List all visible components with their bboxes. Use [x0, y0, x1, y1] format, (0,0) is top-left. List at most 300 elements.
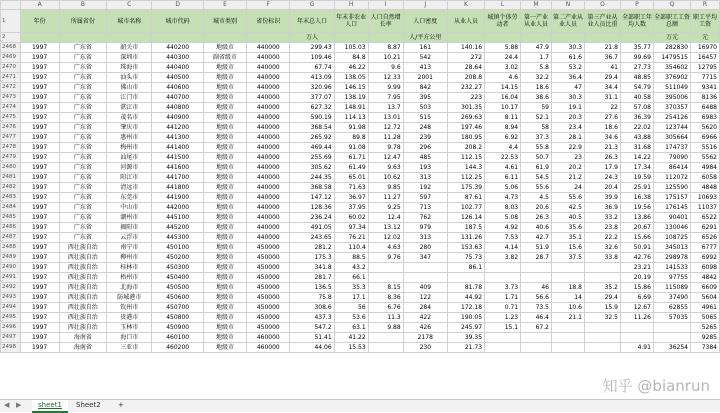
data-cell[interactable]: 55.6	[551, 193, 584, 203]
data-cell[interactable]: 627.32	[290, 103, 334, 113]
header-cell[interactable]: 城市类别	[203, 10, 246, 33]
data-cell[interactable]: 5.06	[485, 183, 521, 193]
data-cell[interactable]: 284	[403, 303, 447, 313]
data-cell[interactable]: 13.12	[368, 223, 403, 233]
data-cell[interactable]: 36.97	[334, 193, 368, 203]
data-cell[interactable]: 地级市	[203, 123, 246, 133]
data-cell[interactable]: 38.6	[521, 93, 552, 103]
unit-cell[interactable]	[203, 33, 246, 43]
data-cell[interactable]: 1997	[20, 243, 59, 253]
data-cell[interactable]: 地级市	[203, 323, 246, 333]
data-cell[interactable]: 67.74	[290, 63, 334, 73]
data-cell[interactable]	[653, 333, 690, 343]
data-cell[interactable]: 56.6	[521, 293, 552, 303]
data-cell[interactable]: 21.1	[551, 313, 584, 323]
row-number[interactable]: 2484	[1, 203, 21, 213]
column-header-l[interactable]: L	[485, 1, 521, 10]
data-cell[interactable]: 503	[403, 103, 447, 113]
data-cell[interactable]: 440000	[247, 163, 290, 173]
row-number[interactable]: 2473	[1, 93, 21, 103]
data-cell[interactable]: 1997	[20, 93, 59, 103]
data-cell[interactable]: 130046	[653, 223, 690, 233]
data-cell[interactable]: 8.36	[368, 293, 403, 303]
data-cell[interactable]: 37.95	[334, 203, 368, 213]
data-cell[interactable]: 12.4	[368, 213, 403, 223]
data-cell[interactable]: 7.95	[368, 93, 403, 103]
data-cell[interactable]: 18.8	[551, 283, 584, 293]
data-cell[interactable]	[403, 273, 447, 283]
data-cell[interactable]: 5604	[691, 293, 720, 303]
data-cell[interactable]: 7.53	[485, 233, 521, 243]
data-cell[interactable]: 广东省	[59, 203, 106, 213]
data-cell[interactable]: 18.6	[521, 83, 552, 93]
data-cell[interactable]: 63.1	[334, 323, 368, 333]
data-cell[interactable]: 17.34	[620, 163, 653, 173]
column-header-j[interactable]: J	[403, 1, 447, 10]
data-cell[interactable]: 1997	[20, 303, 59, 313]
row-number[interactable]: 2498	[1, 343, 21, 353]
data-cell[interactable]: 128.36	[290, 203, 334, 213]
data-cell[interactable]	[551, 273, 584, 283]
data-cell[interactable]: 22	[584, 103, 620, 113]
data-cell[interactable]: 440000	[247, 173, 290, 183]
header-cell[interactable]: 年份	[20, 10, 59, 33]
data-cell[interactable]: 377.07	[290, 93, 334, 103]
row-number[interactable]: 2496	[1, 323, 21, 333]
data-cell[interactable]: 阳江市	[107, 173, 152, 183]
data-cell[interactable]: 东莞市	[107, 193, 152, 203]
data-cell[interactable]: 42.7	[521, 233, 552, 243]
data-cell[interactable]: 89.8	[334, 133, 368, 143]
data-cell[interactable]: 32.6	[584, 243, 620, 253]
row-number[interactable]: 2478	[1, 143, 21, 153]
data-cell[interactable]: 1997	[20, 43, 59, 53]
data-cell[interactable]: 109.46	[290, 53, 334, 63]
data-cell[interactable]: 440000	[247, 123, 290, 133]
column-header-f[interactable]: F	[247, 1, 290, 10]
data-cell[interactable]: 193	[403, 163, 447, 173]
data-cell[interactable]: 27.6	[584, 113, 620, 123]
data-cell[interactable]: 354602	[653, 63, 690, 73]
data-cell[interactable]: 4.61	[485, 163, 521, 173]
unit-cell[interactable]	[551, 33, 584, 43]
data-cell[interactable]: 地级市	[203, 163, 246, 173]
data-cell[interactable]: 24.3	[584, 173, 620, 183]
data-cell[interactable]: 地级市	[203, 263, 246, 273]
data-cell[interactable]: 842	[403, 83, 447, 93]
data-cell[interactable]: 35.6	[551, 223, 584, 233]
data-cell[interactable]: 44.92	[447, 293, 484, 303]
data-cell[interactable]: 8.15	[368, 283, 403, 293]
data-cell[interactable]: 37.3	[521, 133, 552, 143]
data-cell[interactable]: 97755	[653, 273, 690, 283]
column-header-e[interactable]: E	[203, 1, 246, 10]
data-cell[interactable]: 1997	[20, 113, 59, 123]
data-cell[interactable]: 地级市	[203, 153, 246, 163]
data-cell[interactable]: 6983	[691, 113, 720, 123]
data-cell[interactable]: 75.8	[290, 293, 334, 303]
data-cell[interactable]: 87.61	[447, 193, 484, 203]
data-cell[interactable]: 441400	[152, 143, 204, 153]
data-cell[interactable]: 西壮族自治	[59, 243, 106, 253]
data-cell[interactable]: 440200	[152, 43, 204, 53]
data-cell[interactable]: 54.79	[620, 83, 653, 93]
data-cell[interactable]: 地级市	[203, 43, 246, 53]
data-cell[interactable]: 8.87	[368, 43, 403, 53]
data-cell[interactable]: 281.7	[290, 273, 334, 283]
header-cell[interactable]: 职工平均工资	[691, 10, 720, 33]
data-cell[interactable]: 51.41	[290, 333, 334, 343]
data-cell[interactable]: 296	[403, 143, 447, 153]
data-cell[interactable]: 20.3	[551, 113, 584, 123]
header-cell[interactable]: 人口密度	[403, 10, 447, 33]
data-cell[interactable]: 广东省	[59, 43, 106, 53]
data-cell[interactable]: 4984	[691, 163, 720, 173]
data-cell[interactable]: 153.63	[447, 243, 484, 253]
data-cell[interactable]: 贵港市	[107, 313, 152, 323]
column-header-a[interactable]: A	[20, 1, 59, 10]
data-cell[interactable]: 140.16	[447, 43, 484, 53]
data-cell[interactable]: 40.5	[551, 213, 584, 223]
data-cell[interactable]: 1997	[20, 103, 59, 113]
data-cell[interactable]: 4.73	[485, 193, 521, 203]
data-cell[interactable]: 肇庆市	[107, 123, 152, 133]
data-cell[interactable]: 地级市	[203, 183, 246, 193]
data-cell[interactable]: 61.6	[551, 53, 584, 63]
data-cell[interactable]: 298978	[653, 253, 690, 263]
data-cell[interactable]	[551, 263, 584, 273]
data-cell[interactable]: 地级市	[203, 303, 246, 313]
data-cell[interactable]: 1.71	[485, 293, 521, 303]
data-cell[interactable]: 245.97	[447, 323, 484, 333]
column-header-n[interactable]: N	[551, 1, 584, 10]
data-cell[interactable]: 450600	[152, 293, 204, 303]
data-cell[interactable]: 15.53	[334, 343, 368, 353]
data-cell[interactable]: 3.82	[485, 253, 521, 263]
data-cell[interactable]: 江门市	[107, 93, 152, 103]
row-number[interactable]: 2472	[1, 83, 21, 93]
header-cell[interactable]: 第三产业从业人员比重	[584, 10, 620, 33]
data-cell[interactable]: 海口市	[107, 333, 152, 343]
data-cell[interactable]: 66.1	[334, 273, 368, 283]
data-cell[interactable]: 20.6	[521, 203, 552, 213]
data-cell[interactable]: 6522	[691, 213, 720, 223]
data-cell[interactable]: 广东省	[59, 93, 106, 103]
row-number[interactable]: 2470	[1, 63, 21, 73]
data-cell[interactable]: 50.7	[521, 153, 552, 163]
unit-cell[interactable]	[485, 33, 521, 43]
data-cell[interactable]: 梧州市	[107, 273, 152, 283]
data-cell[interactable]: 308.6	[290, 303, 334, 313]
data-cell[interactable]: 地级市	[203, 223, 246, 233]
data-cell[interactable]: 1.23	[485, 313, 521, 323]
data-cell[interactable]: 西壮族自治	[59, 253, 106, 263]
data-cell[interactable]: 440000	[247, 153, 290, 163]
data-cell[interactable]: 29.4	[584, 73, 620, 83]
data-cell[interactable]: 梅州市	[107, 143, 152, 153]
data-cell[interactable]: 佛山市	[107, 83, 152, 93]
data-cell[interactable]: 1997	[20, 183, 59, 193]
unit-cell[interactable]	[620, 33, 653, 43]
data-cell[interactable]: 440000	[247, 43, 290, 53]
data-cell[interactable]: 21.3	[584, 143, 620, 153]
data-cell[interactable]: 460000	[247, 333, 290, 343]
data-cell[interactable]: 西壮族自治	[59, 273, 106, 283]
data-cell[interactable]	[368, 273, 403, 283]
data-cell[interactable]: 37490	[653, 293, 690, 303]
data-cell[interactable]	[368, 343, 403, 353]
data-cell[interactable]: 6526	[691, 233, 720, 243]
data-cell[interactable]: 345013	[653, 243, 690, 253]
data-cell[interactable]: 1997	[20, 263, 59, 273]
data-cell[interactable]: 172.18	[447, 303, 484, 313]
data-cell[interactable]: 460200	[152, 343, 204, 353]
data-cell[interactable]: 12795	[691, 63, 720, 73]
data-cell[interactable]: 19.56	[620, 203, 653, 213]
row-number[interactable]: 2493	[1, 293, 21, 303]
data-cell[interactable]: 5.88	[485, 43, 521, 53]
data-cell[interactable]: 440900	[152, 113, 204, 123]
data-cell[interactable]: 413.09	[290, 73, 334, 83]
data-cell[interactable]	[368, 263, 403, 273]
data-cell[interactable]: 542	[403, 53, 447, 63]
data-cell[interactable]: 1997	[20, 223, 59, 233]
data-cell[interactable]: 979	[403, 223, 447, 233]
data-cell[interactable]: 97.34	[334, 223, 368, 233]
header-cell[interactable]: 从业人员	[447, 10, 484, 33]
header-cell[interactable]: 年末总人口	[290, 10, 334, 33]
data-cell[interactable]: 174737	[653, 143, 690, 153]
data-cell[interactable]: 272	[447, 53, 484, 63]
data-cell[interactable]: 223	[447, 93, 484, 103]
data-cell[interactable]: 4.91	[620, 343, 653, 353]
data-cell[interactable]: 39.35	[447, 333, 484, 343]
unit-cell[interactable]	[247, 33, 290, 43]
data-cell[interactable]: 90401	[653, 213, 690, 223]
data-cell[interactable]: 76.21	[334, 233, 368, 243]
data-cell[interactable]: 56	[334, 303, 368, 313]
data-cell[interactable]: 511049	[653, 83, 690, 93]
data-cell[interactable]: 6.76	[368, 303, 403, 313]
data-cell[interactable]: 1997	[20, 73, 59, 83]
data-cell[interactable]: 115089	[653, 283, 690, 293]
data-cell[interactable]: 54.5	[521, 173, 552, 183]
data-cell[interactable]: 440500	[152, 73, 204, 83]
data-cell[interactable]: 湛江市	[107, 103, 152, 113]
data-cell[interactable]: 1997	[20, 333, 59, 343]
data-cell[interactable]: 9.6	[368, 63, 403, 73]
data-cell[interactable]: 395	[403, 93, 447, 103]
data-cell[interactable]: 广东省	[59, 233, 106, 243]
data-cell[interactable]: 36.39	[620, 113, 653, 123]
data-cell[interactable]: 46.22	[334, 63, 368, 73]
data-cell[interactable]: 5.8	[521, 63, 552, 73]
data-cell[interactable]: 1997	[20, 293, 59, 303]
data-cell[interactable]: 112.25	[447, 173, 484, 183]
header-cell[interactable]: 年末非农业人口	[334, 10, 368, 33]
data-cell[interactable]	[584, 263, 620, 273]
data-cell[interactable]: 30.3	[551, 93, 584, 103]
data-cell[interactable]: 437.3	[290, 313, 334, 323]
data-cell[interactable]: 1997	[20, 53, 59, 63]
row-number[interactable]: 2492	[1, 283, 21, 293]
data-cell[interactable]: 14.22	[620, 153, 653, 163]
data-cell[interactable]: 445200	[152, 223, 204, 233]
data-cell[interactable]: 广东省	[59, 133, 106, 143]
column-header-p[interactable]: P	[620, 1, 653, 10]
data-cell[interactable]: 440400	[152, 63, 204, 73]
data-cell[interactable]: 8.94	[485, 123, 521, 133]
data-cell[interactable]	[485, 263, 521, 273]
data-cell[interactable]: 16457	[691, 53, 720, 63]
data-cell[interactable]: 450000	[247, 303, 290, 313]
data-cell[interactable]: 46	[521, 283, 552, 293]
tab-sheet2[interactable]: Sheet2	[76, 401, 101, 409]
data-cell[interactable]: 81.78	[447, 283, 484, 293]
data-cell[interactable]: 三亚市	[107, 343, 152, 353]
data-cell[interactable]: 广东省	[59, 163, 106, 173]
data-cell[interactable]: 柳州市	[107, 253, 152, 263]
data-cell[interactable]: 254126	[653, 113, 690, 123]
data-cell[interactable]: 239	[403, 133, 447, 143]
data-cell[interactable]: 1997	[20, 143, 59, 153]
unit-cell[interactable]	[20, 33, 59, 43]
data-cell[interactable]: 1997	[20, 203, 59, 213]
data-cell[interactable]: 9285	[691, 333, 720, 343]
data-cell[interactable]: 12.33	[368, 73, 403, 83]
data-cell[interactable]: 450500	[152, 283, 204, 293]
data-cell[interactable]	[584, 343, 620, 353]
data-cell[interactable]	[584, 273, 620, 283]
data-cell[interactable]: 108725	[653, 233, 690, 243]
data-cell[interactable]: 51.9	[521, 243, 552, 253]
data-cell[interactable]: 36254	[653, 343, 690, 353]
data-cell[interactable]: 6.11	[485, 173, 521, 183]
data-cell[interactable]: 422	[403, 313, 447, 323]
column-header-r[interactable]: R	[691, 1, 720, 10]
data-cell[interactable]: 26.3	[521, 213, 552, 223]
data-cell[interactable]: 16970	[691, 43, 720, 53]
data-cell[interactable]: 6.69	[620, 293, 653, 303]
data-cell[interactable]: 59	[521, 103, 552, 113]
data-cell[interactable]: 11037	[691, 203, 720, 213]
data-cell[interactable]: 99.69	[620, 53, 653, 63]
data-cell[interactable]: 21.73	[447, 343, 484, 353]
header-cell[interactable]: 第二产业从业人员	[551, 10, 584, 33]
data-cell[interactable]	[521, 273, 552, 283]
data-cell[interactable]: 1997	[20, 283, 59, 293]
data-cell[interactable]: 36.9	[584, 203, 620, 213]
data-cell[interactable]: 22.53	[485, 153, 521, 163]
data-cell[interactable]: 55.6	[521, 183, 552, 193]
column-header-d[interactable]: D	[152, 1, 204, 10]
data-cell[interactable]: 西壮族自治	[59, 323, 106, 333]
data-cell[interactable]: 84.8	[334, 53, 368, 63]
data-cell[interactable]: 62855	[653, 303, 690, 313]
data-cell[interactable]: 9.63	[368, 163, 403, 173]
data-cell[interactable]: 18.6	[584, 123, 620, 133]
data-cell[interactable]: 地级市	[203, 283, 246, 293]
data-cell[interactable]: 16.04	[485, 93, 521, 103]
data-cell[interactable]: 445300	[152, 233, 204, 243]
data-cell[interactable]: 43.2	[334, 263, 368, 273]
data-cell[interactable]: 地级市	[203, 103, 246, 113]
data-cell[interactable]: 地级市	[203, 133, 246, 143]
data-cell[interactable]: 1997	[20, 83, 59, 93]
data-cell[interactable]	[653, 323, 690, 333]
data-cell[interactable]: 440000	[247, 143, 290, 153]
data-cell[interactable]	[403, 263, 447, 273]
data-cell[interactable]: 6058	[691, 173, 720, 183]
data-cell[interactable]: 114.13	[334, 113, 368, 123]
data-cell[interactable]: 5620	[691, 123, 720, 133]
data-cell[interactable]: 110.4	[334, 243, 368, 253]
data-cell[interactable]: 450000	[247, 313, 290, 323]
data-cell[interactable]: 10.21	[368, 53, 403, 63]
data-cell[interactable]: 47.9	[521, 43, 552, 53]
data-cell[interactable]: 15.86	[620, 283, 653, 293]
data-cell[interactable]: 450200	[152, 253, 204, 263]
data-cell[interactable]: 河源市	[107, 163, 152, 173]
data-cell[interactable]: 惠州市	[107, 133, 152, 143]
data-cell[interactable]: 440000	[247, 233, 290, 243]
data-cell[interactable]: 450100	[152, 243, 204, 253]
data-cell[interactable]: 409	[403, 283, 447, 293]
data-cell[interactable]: 450000	[247, 243, 290, 253]
unit-cell[interactable]: 万人	[290, 33, 334, 43]
data-cell[interactable]: 23.4	[551, 123, 584, 133]
data-cell[interactable]: 347	[403, 253, 447, 263]
header-cell[interactable]: 所属省份	[59, 10, 106, 33]
data-cell[interactable]: 441300	[152, 133, 204, 143]
data-cell[interactable]: 713	[403, 203, 447, 213]
data-cell[interactable]: 15.6	[551, 243, 584, 253]
unit-cell[interactable]	[584, 33, 620, 43]
data-cell[interactable]: 40.6	[521, 223, 552, 233]
data-cell[interactable]: 广东省	[59, 143, 106, 153]
data-cell[interactable]: 41	[584, 63, 620, 73]
data-cell[interactable]: 20.2	[551, 163, 584, 173]
data-cell[interactable]: 313	[403, 233, 447, 243]
data-cell[interactable]: 地级市	[203, 343, 246, 353]
data-cell[interactable]: 20.4	[584, 183, 620, 193]
data-cell[interactable]: 123744	[653, 123, 690, 133]
data-cell[interactable]: 1997	[20, 313, 59, 323]
data-cell[interactable]: 450000	[247, 283, 290, 293]
data-cell[interactable]: 450000	[247, 263, 290, 273]
data-cell[interactable]: 西壮族自治	[59, 293, 106, 303]
tab-sheet1[interactable]: sheet1	[32, 400, 68, 413]
data-cell[interactable]: 131.26	[447, 233, 484, 243]
data-cell[interactable]: 44.06	[290, 343, 334, 353]
data-cell[interactable]: 91.98	[334, 123, 368, 133]
data-cell[interactable]: 9.78	[368, 143, 403, 153]
data-cell[interactable]: 1997	[20, 213, 59, 223]
unit-cell[interactable]	[152, 33, 204, 43]
data-cell[interactable]: 广东省	[59, 73, 106, 83]
data-cell[interactable]: 11.27	[368, 193, 403, 203]
data-cell[interactable]: 13.7	[368, 103, 403, 113]
data-cell[interactable]: 广东省	[59, 183, 106, 193]
data-cell[interactable]: 281.2	[290, 243, 334, 253]
data-cell[interactable]: 440000	[247, 213, 290, 223]
data-cell[interactable]: 144.3	[447, 163, 484, 173]
data-cell[interactable]: 52.1	[521, 113, 552, 123]
data-cell[interactable]: 301.35	[447, 103, 484, 113]
data-cell[interactable]: 450000	[247, 273, 290, 283]
data-cell[interactable]: 597	[403, 193, 447, 203]
data-cell[interactable]	[584, 323, 620, 333]
